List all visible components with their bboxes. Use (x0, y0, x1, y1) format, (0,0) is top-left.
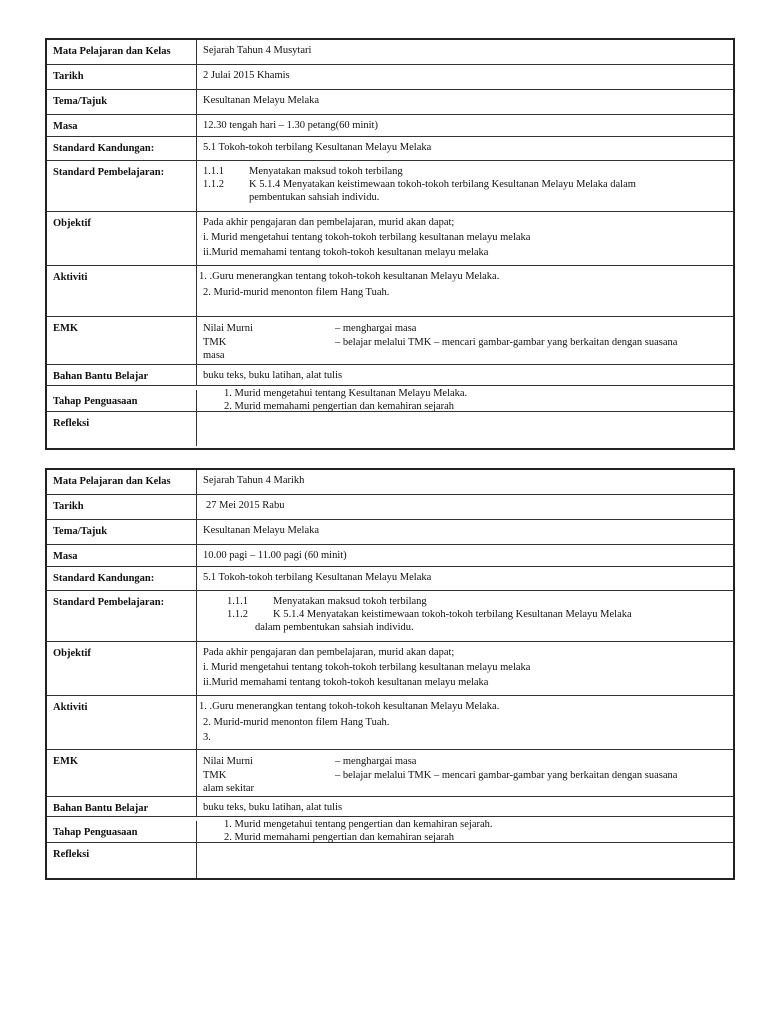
activity-1: 1. .Guru menerangkan tentang tokoh-tokoh kesultanan Melayu Melaka. (199, 271, 500, 282)
row-date (47, 495, 733, 520)
mastery-2: 2. Murid memahami pengertian dan kemahiran sejarah (224, 832, 455, 843)
label-time: Masa (47, 115, 197, 136)
row-theme (47, 520, 733, 545)
row-materials (47, 365, 733, 386)
label-objective: Objektif (47, 642, 197, 695)
value-time: 12.30 tengah hari – 1.30 petang(60 minit) (203, 120, 378, 131)
mastery-1: 1. Murid mengetahui tentang pengertian dan kemahiran sejarah. (224, 819, 493, 830)
value-activity (197, 266, 733, 316)
emk1-key: Nilai Murni (203, 323, 253, 334)
row-activity (47, 266, 733, 317)
label-content-standard: Standard Kandungan: (47, 137, 197, 160)
row-objective (47, 642, 733, 696)
label-date: Tarikh (47, 495, 197, 519)
row-content-standard (47, 137, 733, 161)
value-subject: Sejarah Tahun 4 Musytari (203, 45, 312, 56)
value-learning-standard (197, 591, 733, 641)
label-activity: Aktiviti (47, 266, 197, 316)
value-activity (197, 696, 733, 749)
value-content-standard: 5.1 Tokoh-tokoh terbilang Kesultanan Melayu Melaka (203, 572, 432, 583)
objective-2: ii.Murid memahami tentang tokoh-tokoh kesultanan melayu melaka (203, 247, 489, 258)
emk2-continuation: masa (203, 350, 225, 361)
activity-1: 1. .Guru menerangkan tentang tokoh-tokoh kesultanan Melayu Melaka. (199, 701, 500, 712)
ls2-code: 1.1.2 (203, 179, 224, 190)
emk1-value: – menghargai masa (335, 323, 417, 334)
row-content-standard (47, 567, 733, 591)
emk2-continuation: alam sekitar (203, 783, 255, 794)
row-subject (47, 40, 733, 65)
value-objective (197, 212, 733, 265)
value-objective (197, 642, 733, 695)
ls2-text: K 5.1.4 Menyatakan keistimewaan tokoh-tokoh terbilang Kesultanan Melayu Melaka dalam (249, 179, 636, 190)
emk2-value: – belajar melalui TMK – mencari gambar-gambar yang berkaitan dengan suasana (335, 337, 678, 348)
objective-2: ii.Murid memahami tentang tokoh-tokoh kesultanan melayu melaka (203, 677, 489, 688)
ls2-text: K 5.1.4 Menyatakan keistimewaan tokoh-tokoh terbilang Kesultanan Melayu Melaka (273, 609, 632, 620)
row-date (47, 65, 733, 90)
value-reflection (197, 843, 733, 878)
value-emk (197, 750, 733, 796)
label-activity: Aktiviti (47, 696, 197, 749)
label-theme: Tema/Tajuk (47, 520, 197, 544)
row-objective (47, 212, 733, 266)
activity-2: 2. Murid-murid menonton filem Hang Tuah. (203, 717, 390, 728)
lesson-plan-table-1 (45, 38, 735, 450)
value-materials: buku teks, buku latihan, alat tulis (203, 802, 343, 813)
value-mastery (197, 817, 733, 842)
mastery-1: 1. Murid mengetahui tentang Kesultanan Melayu Melaka. (224, 388, 468, 399)
emk2-key: TMK (203, 770, 227, 781)
label-reflection: Refleksi (47, 412, 197, 446)
label-emk: EMK (47, 317, 197, 364)
ls1-text: Menyatakan maksud tokoh terbilang (249, 166, 403, 177)
row-mastery (47, 817, 733, 843)
label-date: Tarikh (47, 65, 197, 89)
label-materials: Bahan Bantu Belajar (47, 365, 197, 385)
value-subject: Sejarah Tahun 4 Marikh (203, 475, 305, 486)
label-theme: Tema/Tajuk (47, 90, 197, 114)
label-reflection: Refleksi (47, 843, 197, 878)
row-materials (47, 797, 733, 817)
objective-intro: Pada akhir pengajaran dan pembelajaran, murid akan dapat; (203, 217, 455, 228)
row-activity (47, 696, 733, 750)
label-objective: Objektif (47, 212, 197, 265)
ls1-code: 1.1.1 (203, 166, 224, 177)
label-materials: Bahan Bantu Belajar (47, 797, 197, 816)
row-reflection (47, 412, 733, 446)
ls2-code: 1.1.2 (227, 609, 248, 620)
activity-2: 2. Murid-murid menonton filem Hang Tuah. (203, 287, 390, 298)
row-reflection (47, 843, 733, 878)
label-learning-standard: Standard Pembelajaran: (47, 161, 197, 211)
emk1-key: Nilai Murni (203, 756, 253, 767)
emk2-key: TMK (203, 337, 227, 348)
value-time: 10.00 pagi – 11.00 pagi (60 minit) (203, 550, 347, 561)
ls1-text: Menyatakan maksud tokoh terbilang (273, 596, 427, 607)
activity-3: 3. (203, 732, 211, 743)
objective-intro: Pada akhir pengajaran dan pembelajaran, murid akan dapat; (203, 647, 455, 658)
value-date: 2 Julai 2015 Khamis (203, 70, 290, 81)
row-time (47, 115, 733, 137)
label-subject: Mata Pelajaran dan Kelas (47, 40, 197, 64)
objective-1: i. Murid mengetahui tentang tokoh-tokoh terbilang kesultanan melayu melaka (203, 232, 531, 243)
lesson-plan-table-2 (45, 468, 735, 880)
emk2-value: – belajar melalui TMK – mencari gambar-gambar yang berkaitan dengan suasana (335, 770, 678, 781)
value-reflection (197, 412, 733, 446)
label-mastery: Tahap Penguasaan (47, 821, 197, 842)
emk1-value: – menghargai masa (335, 756, 417, 767)
row-mastery (47, 386, 733, 412)
label-content-standard: Standard Kandungan: (47, 567, 197, 590)
mastery-2: 2. Murid memahami pengertian dan kemahiran sejarah (224, 401, 455, 412)
row-emk (47, 317, 733, 365)
row-emk (47, 750, 733, 797)
label-emk: EMK (47, 750, 197, 796)
value-date: 27 Mei 2015 Rabu (206, 500, 285, 511)
row-subject (47, 470, 733, 495)
value-content-standard: 5.1 Tokoh-tokoh terbilang Kesultanan Melayu Melaka (203, 142, 432, 153)
objective-1: i. Murid mengetahui tentang tokoh-tokoh terbilang kesultanan melayu melaka (203, 662, 531, 673)
ls2-continuation: dalam pembentukan sahsiah individu. (255, 622, 414, 633)
value-theme: Kesultanan Melayu Melaka (203, 525, 320, 536)
value-theme: Kesultanan Melayu Melaka (203, 95, 320, 106)
ls1-code: 1.1.1 (227, 596, 248, 607)
label-time: Masa (47, 545, 197, 566)
value-mastery (197, 386, 733, 411)
value-materials: buku teks, buku latihan, alat tulis (203, 370, 343, 381)
label-subject: Mata Pelajaran dan Kelas (47, 470, 197, 494)
ls2-continuation: pembentukan sahsiah individu. (249, 192, 380, 203)
row-theme (47, 90, 733, 115)
row-learning-standard (47, 591, 733, 642)
label-learning-standard: Standard Pembelajaran: (47, 591, 197, 641)
row-learning-standard (47, 161, 733, 212)
value-learning-standard (197, 161, 733, 211)
label-mastery: Tahap Penguasaan (47, 390, 197, 411)
value-emk (197, 317, 733, 364)
row-time (47, 545, 733, 567)
